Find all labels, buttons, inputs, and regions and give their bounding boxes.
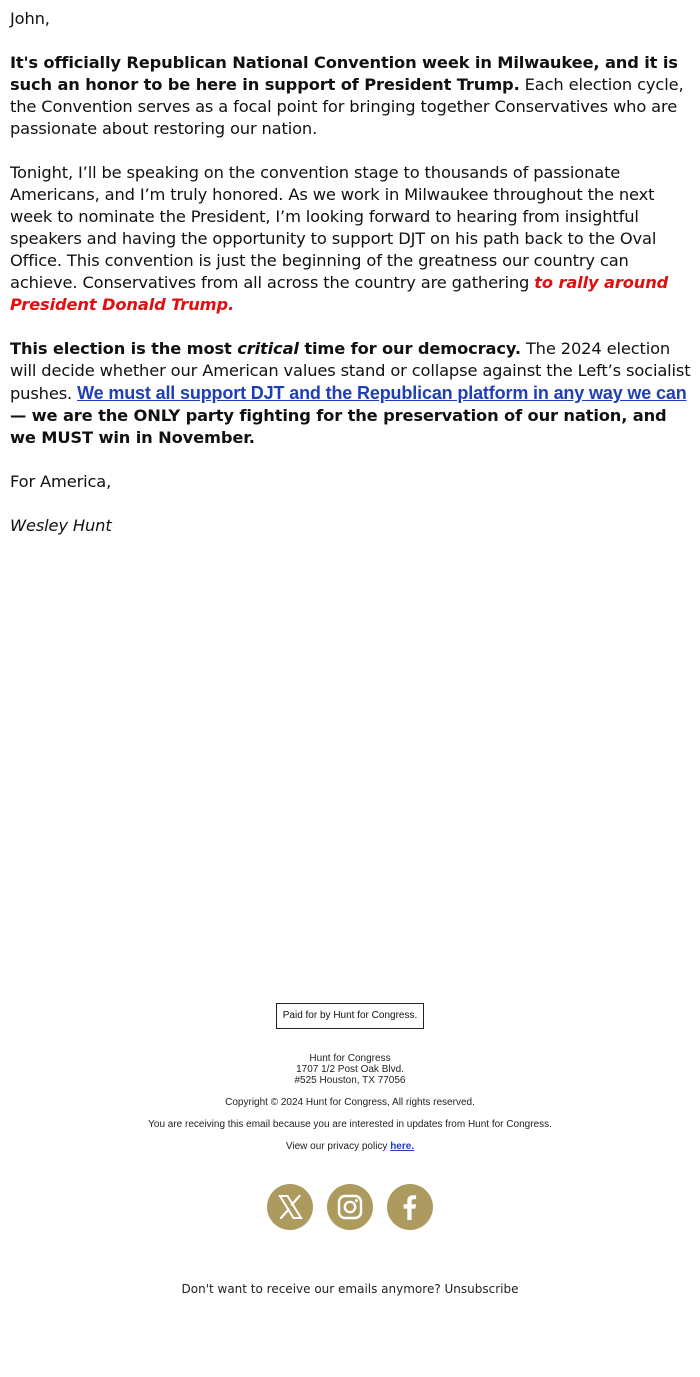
footer-receiving-notice: You are receiving this email because you are interested in updates from Hunt for Congress. [148, 1119, 552, 1130]
paragraph-3-bold-a: This election is the most [10, 339, 238, 358]
paragraph-3-text: The 2024 election will decide whether our American values stand or collapse against the Left’s socialist pushes. [10, 339, 691, 403]
closing: For America, [10, 472, 112, 491]
paragraph-2-text: Tonight, I’ll be speaking on the convention stage to thousands of passionate Americans, and I’m truly honored. As we work in Milwaukee throughout the next week to nominate the President, I’m looking forward to hearing from insightful speakers and having the opportunity to support DJT on his path back to the Oval Office. This convention is just the beginning of the greatness our country can achieve. Conservatives from all across the country are gathering [10, 163, 657, 292]
paragraph-1 [10, 52, 692, 140]
paragraph-3 [10, 338, 692, 449]
facebook-social-button[interactable] [387, 1184, 433, 1230]
privacy-policy-link[interactable]: here. [390, 1141, 415, 1152]
privacy-text: View our privacy policy [285, 1141, 391, 1152]
email-body [10, 8, 692, 559]
paragraph-3-tail: — we are the ONLY party fighting for the preservation of our nation, and we MUST win in November. [10, 406, 667, 447]
footer-address [0, 1053, 700, 1086]
paragraph-2 [10, 162, 692, 316]
paid-for-box: Paid for by Hunt for Congress. [276, 1003, 424, 1029]
footer-address-line-1: 1707 1/2 Post Oak Blvd. [296, 1064, 404, 1075]
x-social-button[interactable] [267, 1184, 313, 1230]
footer-copyright: Copyright © 2024 Hunt for Congress, All rights reserved. [225, 1097, 475, 1108]
footer-privacy [0, 1141, 700, 1153]
facebook-icon [387, 1184, 433, 1230]
greeting: John, [10, 9, 50, 28]
paragraph-1-rest: Each election cycle, the Convention serves as a focal point for bringing together Conservatives who are passionate about restoring our nation. [10, 75, 684, 138]
paragraph-2-red-emphasis: to rally around President Donald Trump. [10, 273, 669, 314]
footer-address-line-2: #525 Houston, TX 77056 [294, 1075, 406, 1086]
unsubscribe-text[interactable]: Don't want to receive our emails anymore? Unsubscribe [181, 1282, 519, 1296]
paragraph-3-critical: critical [237, 339, 299, 358]
instagram-social-button[interactable] [327, 1184, 373, 1230]
paragraph-1-bold: It's officially Republican National Convention week in Milwaukee, and it is such an honor to be here in support of President Trump. [10, 53, 678, 94]
signature: Wesley Hunt [10, 516, 112, 535]
x-icon [267, 1184, 313, 1230]
support-djt-link[interactable]: We must all support DJT and the Republican platform in any way we can [77, 383, 687, 403]
paragraph-3-bold-b: time for our democracy. [298, 339, 521, 358]
instagram-icon [327, 1184, 373, 1230]
footer-org: Hunt for Congress [309, 1053, 391, 1064]
